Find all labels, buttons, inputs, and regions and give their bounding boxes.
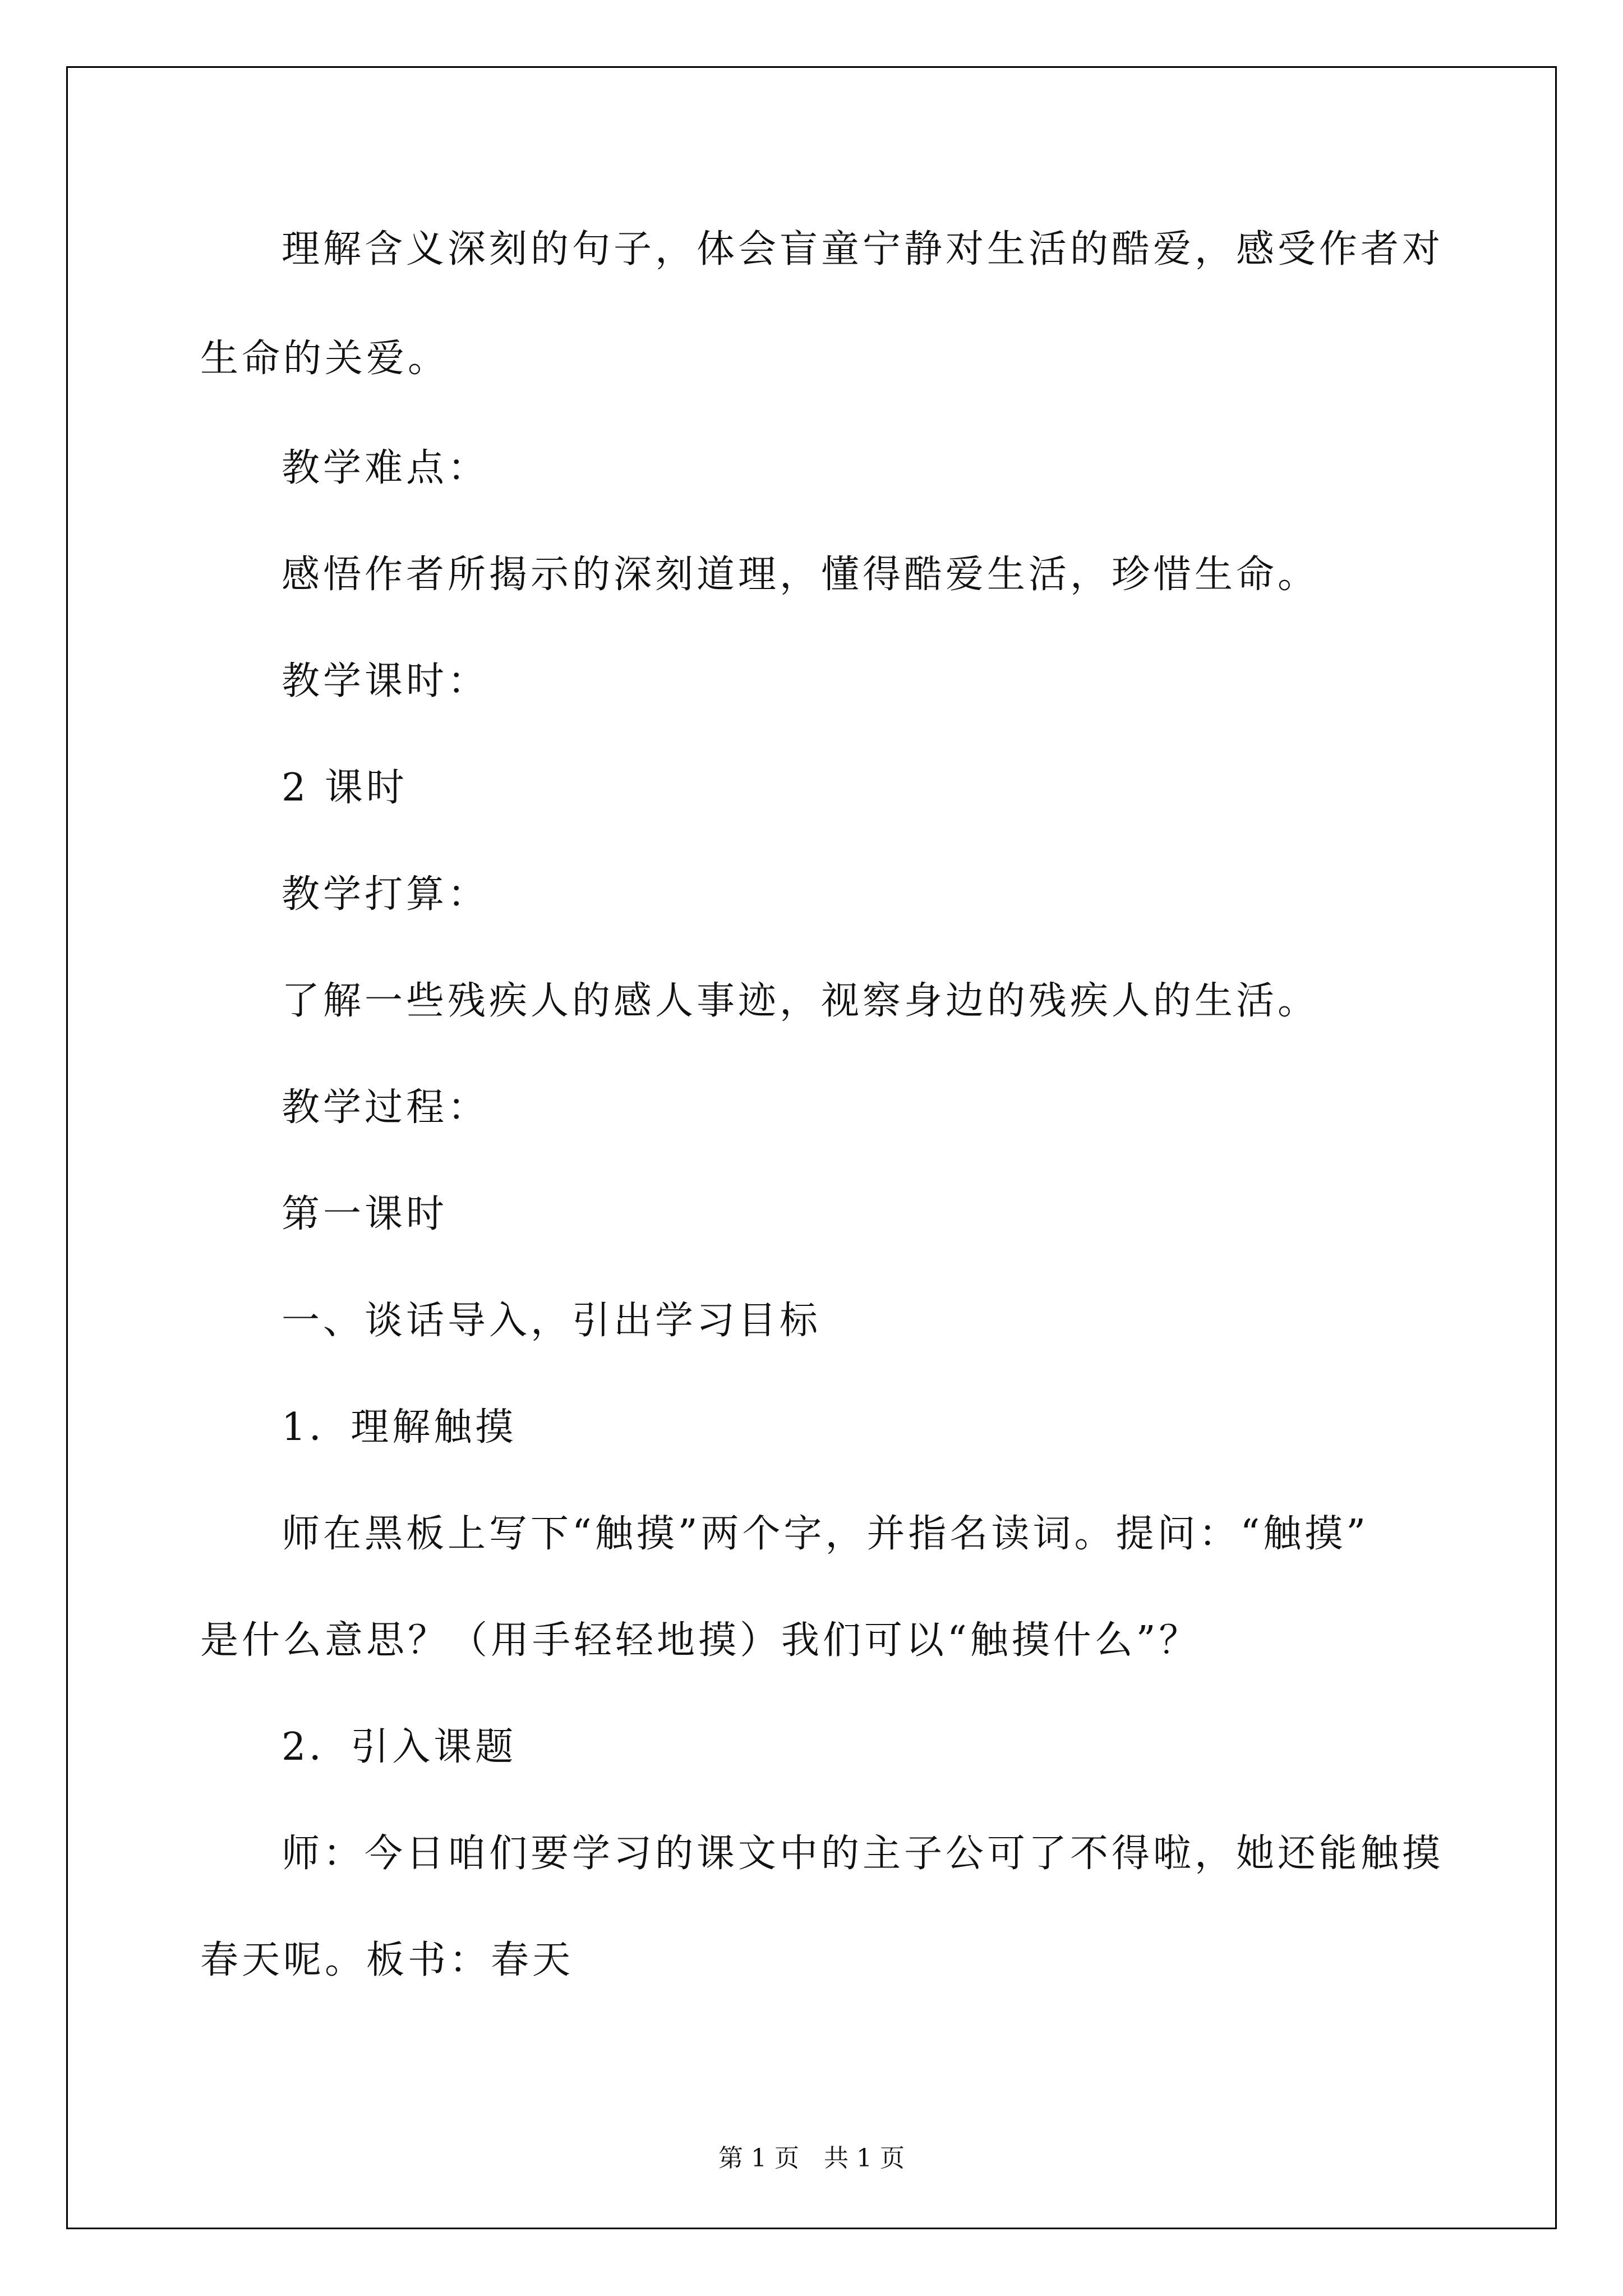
page-footer: 第 1 页 共 1 页 (718, 2144, 905, 2173)
section-heading: 1．理解触摸 (282, 1405, 517, 1450)
section-heading: 教学课时： (282, 659, 490, 703)
paragraph-line: 了解一些残疾人的感人事迹，视察身边的残疾人的生活。 (282, 979, 1320, 1023)
paragraph-line: 2 课时 (282, 766, 408, 810)
section-heading: 第一课时 (282, 1192, 448, 1236)
section-heading: 教学打算： (282, 872, 490, 917)
paragraph-line: 生命的关爱。 (200, 337, 450, 381)
paragraph-line: 师在黑板上写下“触摸”两个字，并指名读词。提问：“触摸” (282, 1512, 1370, 1556)
paragraph-line: 理解含义深刻的句子，体会盲童宁静对生活的酷爱，感受作者对 (282, 227, 1444, 272)
section-heading: 2．引入课题 (282, 1725, 517, 1769)
paragraph-line: 春天呢。板书：春天 (200, 1938, 574, 1982)
paragraph-line: 是什么意思？（用手轻轻地摸）我们可以“触摸什么”？ (200, 1618, 1201, 1663)
section-heading: 一、谈话导入，引出学习目标 (282, 1299, 822, 1343)
page-border (66, 66, 1557, 2229)
section-heading: 教学难点： (282, 446, 490, 490)
section-heading: 教学过程： (282, 1085, 490, 1130)
paragraph-line: 师：今日咱们要学习的课文中的主子公可了不得啦，她还能触摸 (282, 1832, 1444, 1876)
paragraph-line: 感悟作者所揭示的深刻道理，懂得酷爱生活，珍惜生命。 (282, 553, 1320, 597)
